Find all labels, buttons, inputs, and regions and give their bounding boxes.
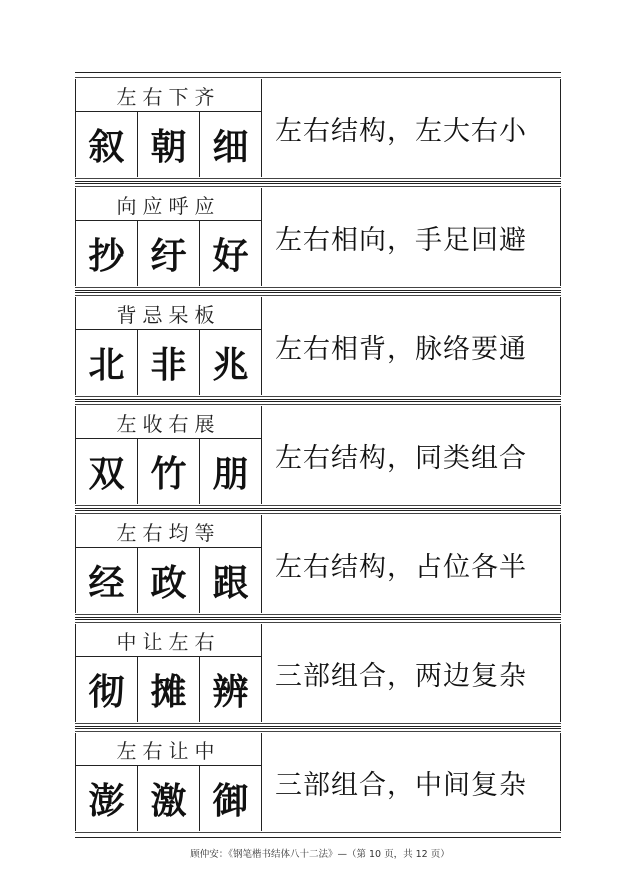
example-characters	[76, 438, 261, 504]
rule-block	[75, 399, 561, 511]
example-panel	[75, 79, 262, 177]
example-character: 非	[138, 329, 200, 395]
example-character: 朋	[212, 452, 249, 495]
rule-label: 左右下齐	[76, 79, 261, 112]
rule-block	[75, 290, 561, 402]
rule-description: 左右结构，占位各半	[275, 551, 527, 583]
block-edge	[560, 406, 561, 504]
example-characters	[76, 656, 261, 722]
rule-label: 左右让中	[76, 733, 261, 766]
rule-description: 三部组合，两边复杂	[275, 660, 527, 692]
page-footer: 顾仲安：《钢笔楷书结体八十二法》—（第 10 页，共 12 页）	[190, 849, 450, 860]
block-edge	[560, 188, 561, 286]
rule-description: 左右结构，同类组合	[275, 442, 527, 474]
example-character: 摊	[138, 656, 200, 722]
example-character: 朝	[138, 111, 200, 177]
example-panel	[75, 624, 262, 722]
rule-label: 左收右展	[76, 406, 261, 439]
block-edge	[560, 79, 561, 177]
example-panel	[75, 733, 262, 831]
block-edge	[560, 297, 561, 395]
rule-label: 背忌呆板	[76, 297, 261, 330]
example-characters	[76, 220, 261, 286]
example-character: 跟	[212, 561, 249, 604]
example-character: 双	[76, 438, 138, 504]
example-character: 激	[138, 765, 200, 831]
example-character: 细	[212, 125, 249, 168]
rule-block	[75, 181, 561, 293]
example-character: 彻	[76, 656, 138, 722]
example-character: 叙	[76, 111, 138, 177]
example-panel	[75, 515, 262, 613]
rule-description: 左右相向，手足回避	[275, 224, 527, 256]
copybook-sheet	[75, 72, 561, 830]
block-edge	[560, 733, 561, 831]
example-characters	[76, 111, 261, 177]
example-character: 竹	[138, 438, 200, 504]
example-character: 兆	[212, 343, 249, 386]
rule-description: 左右结构，左大右小	[275, 115, 527, 147]
example-panel	[75, 406, 262, 504]
rule-label: 向应呼应	[76, 188, 261, 221]
example-character: 好	[212, 234, 249, 277]
example-character: 北	[76, 329, 138, 395]
example-character: 政	[138, 547, 200, 613]
block-edge	[560, 515, 561, 613]
example-panel	[75, 297, 262, 395]
rule-block	[75, 508, 561, 620]
rule-description: 三部组合，中间复杂	[275, 769, 527, 801]
rule-block	[75, 72, 561, 184]
example-character: 抄	[76, 220, 138, 286]
example-character: 御	[212, 779, 249, 822]
example-characters	[76, 547, 261, 613]
block-edge	[560, 624, 561, 722]
rule-block	[75, 726, 561, 838]
example-characters	[76, 329, 261, 395]
rule-description: 左右相背，脉络要通	[275, 333, 527, 365]
example-character: 纡	[138, 220, 200, 286]
rule-block	[75, 617, 561, 729]
rule-label: 左右均等	[76, 515, 261, 548]
example-characters	[76, 765, 261, 831]
rule-label: 中让左右	[76, 624, 261, 657]
example-character: 辨	[212, 670, 249, 713]
example-panel	[75, 188, 262, 286]
example-character: 澎	[76, 765, 138, 831]
example-character: 经	[76, 547, 138, 613]
